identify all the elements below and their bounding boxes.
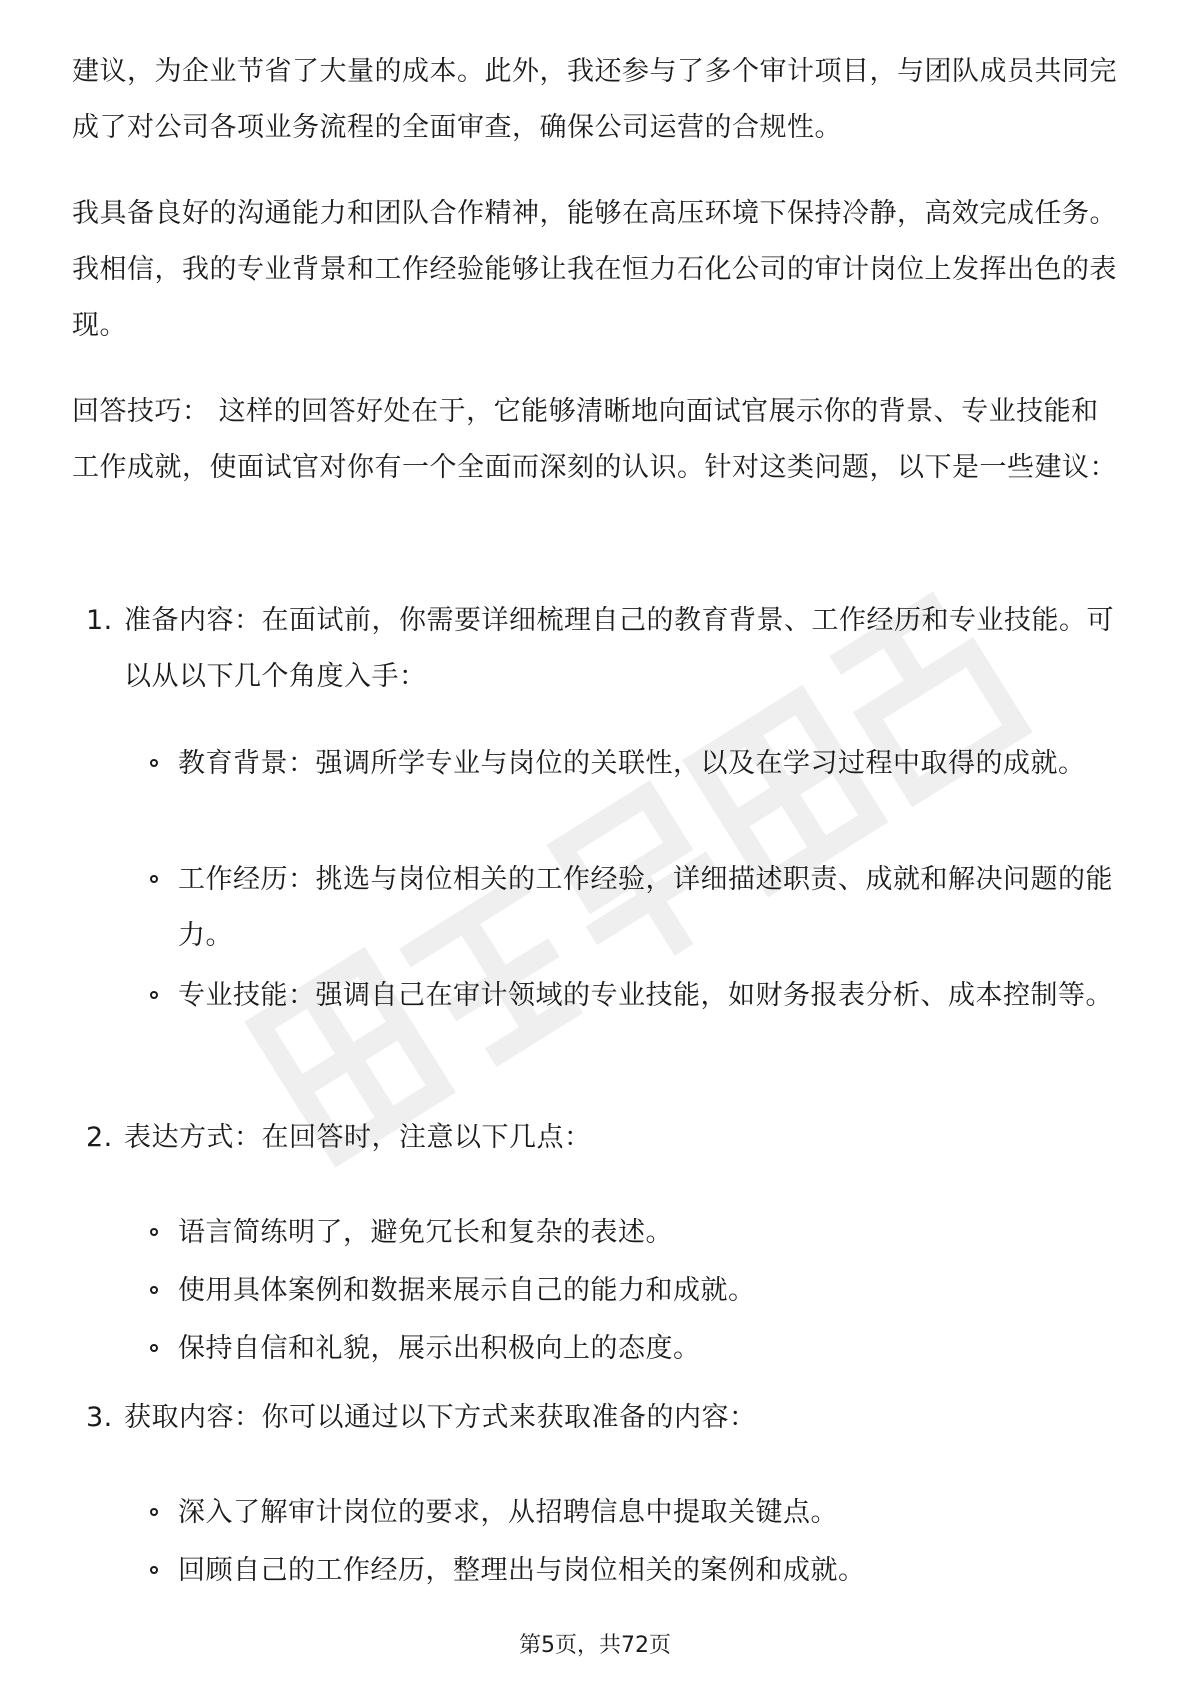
list-item-text: 获取内容：你可以通过以下方式来获取准备的内容： bbox=[124, 1402, 757, 1433]
circle-bullet-icon bbox=[150, 1344, 158, 1352]
paragraph-intro-continued: 建议，为企业节省了大量的成本。此外，我还参与了多个审计项目，与团队成员共同完成了对公司各项业务流程的全面审查，确保公司运营的合规性。 bbox=[72, 56, 1117, 143]
sub-item-text: 深入了解审计岗位的要求，从招聘信息中提取关键点。 bbox=[178, 1497, 838, 1528]
sub-item-text: 教育背景：强调所学专业与岗位的关联性，以及在学习过程中取得的成就。 bbox=[178, 748, 1086, 779]
sub-item-text: 回顾自己的工作经历，整理出与岗位相关的案例和成就。 bbox=[178, 1555, 866, 1586]
circle-bullet-icon bbox=[150, 1286, 158, 1294]
list-number: 3. bbox=[86, 1402, 113, 1433]
circle-bullet-icon bbox=[150, 759, 158, 767]
circle-bullet-icon bbox=[150, 1228, 158, 1236]
page-footer: 第5页，共72页 bbox=[519, 1633, 671, 1658]
circle-bullet-icon bbox=[150, 875, 158, 883]
circle-bullet-icon bbox=[150, 1508, 158, 1516]
sub-item-text: 语言简练明了，避免冗长和复杂的表述。 bbox=[178, 1217, 673, 1248]
list-item-text: 表达方式：在回答时，注意以下几点： bbox=[124, 1122, 592, 1153]
paragraph-answer-tips: 回答技巧： 这样的回答好处在于，它能够清晰地向面试官展示你的背景、专业技能和工作成就，使面试官对你有一个全面而深刻的认识。针对这类问题，以下是一些建议： bbox=[72, 396, 1117, 483]
sub-item-text: 使用具体案例和数据来展示自己的能力和成就。 bbox=[178, 1275, 756, 1306]
sub-item-text: 工作经历：挑选与岗位相关的工作经验，详细描述职责、成就和解决问题的能力。 bbox=[178, 864, 1113, 951]
list-number: 1. bbox=[86, 605, 113, 636]
list-number: 2. bbox=[86, 1122, 113, 1153]
sub-item-text: 专业技能：强调自己在审计领域的专业技能，如财务报表分析、成本控制等。 bbox=[178, 980, 1113, 1011]
list-item-text: 准备内容：在面试前，你需要详细梳理自己的教育背景、工作经历和专业技能。可以从以下几个角度入手： bbox=[124, 605, 1114, 692]
circle-bullet-icon bbox=[150, 1566, 158, 1574]
circle-bullet-icon bbox=[150, 991, 158, 999]
paragraph-skills: 我具备良好的沟通能力和团队合作精神，能够在高压环境下保持冷静，高效完成任务。我相信，我的专业背景和工作经验能够让我在恒力石化公司的审计岗位上发挥出色的表现。 bbox=[72, 198, 1117, 341]
sub-item-text: 保持自信和礼貌，展示出积极向上的态度。 bbox=[178, 1333, 701, 1364]
